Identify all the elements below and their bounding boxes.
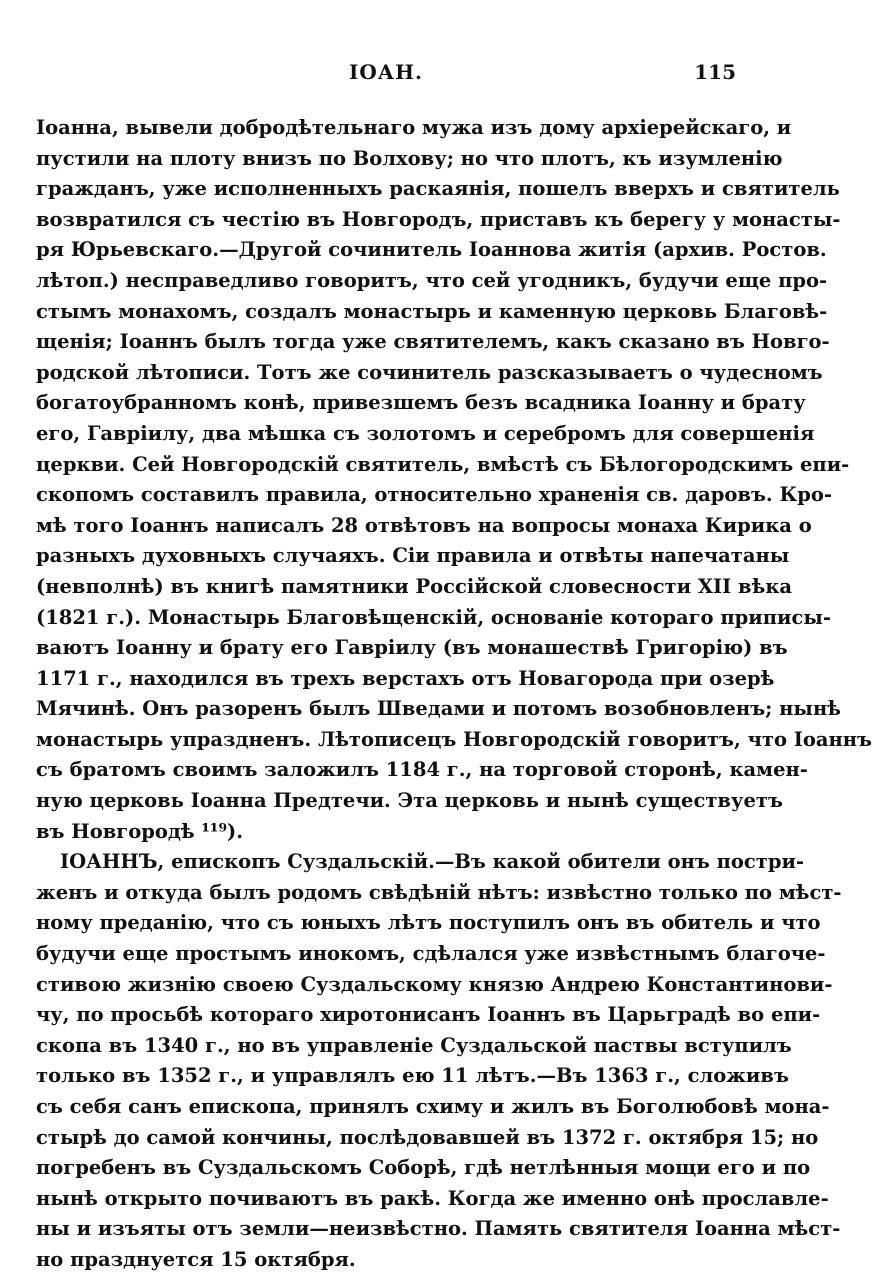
text-line: погребенъ въ Суздальскомъ Соборѣ, гдѣ нетлѣнныя мощи его и по (36, 1156, 811, 1180)
text-line: съ себя санъ епископа, принялъ схиму и жилъ въ Боголюбовѣ мона- (36, 1095, 830, 1118)
text-line: Іоанна, вывели добродѣтельнаго мужа изъ дому архіерейскаго, и (36, 116, 792, 139)
text-line: 1171 г., находился въ трехъ верстахъ отъ Новагорода при озерѣ (36, 666, 775, 690)
text-line: монастырь упраздненъ. Лѣтописецъ Новгородскій говоритъ, что Іоаннъ (36, 727, 872, 751)
paragraph (36, 847, 842, 1275)
text-line: родской лѣтописи. Тотъ же сочинитель разсказываетъ о чудесномъ (36, 360, 823, 384)
text-line: стивою жизнію своею Суздальскому князю Андрею Константинови- (36, 972, 833, 996)
text-line: (невполнѣ) въ книгѣ памятники Россійской словесности XII вѣка (36, 574, 793, 598)
text-line: но празднуется 15 октября. (36, 1247, 356, 1271)
text-line: только въ 1352 г., и управлялъ ею 11 лѣтъ.—Въ 1363 г., сложивъ (36, 1064, 789, 1088)
body-text (36, 113, 872, 1276)
text-line: пустили на плоту внизъ по Волхову; но что плотъ, къ изумленію (36, 146, 783, 170)
text-line: церкви. Сей Новгородскій святитель, вмѣстѣ съ Бѣлогородскимъ епи- (36, 452, 850, 476)
text-line: гражданъ, уже исполненныхъ раскаянія, пошелъ вверхъ и святитель (36, 177, 840, 201)
text-line: мѣ того Іоаннъ написалъ 28 отвѣтовъ на вопросы монаха Кирика о (36, 513, 812, 537)
text-line: возвратился съ честію въ Новгородъ, приставъ къ берегу у монасты- (36, 207, 841, 231)
text-line: скопа въ 1340 г., но въ управленіе Суздальской паствы вступилъ (36, 1033, 792, 1057)
text-line: ря Юрьевскаго.—Другой сочинитель Іоаннова житія (архив. Ростов. (36, 238, 827, 262)
text-line: лѣтоп.) несправедливо говоритъ, что сей угодникъ, будучи еще про- (36, 268, 828, 292)
paragraph (36, 113, 872, 847)
running-head (36, 60, 736, 90)
text-line: ваютъ Іоанну и брату его Гавріилу (въ монашествѣ Григорію) въ (36, 636, 788, 660)
text-line: ному преданію, что съ юныхъ лѣтъ поступилъ онъ въ обитель и что (36, 911, 821, 935)
text-line: ную церковь Іоанна Предтечи. Эта церковь и нынѣ существуетъ (36, 789, 783, 813)
text-line: нынѣ открыто почиваютъ въ ракѣ. Когда же именно онѣ прославле- (36, 1186, 829, 1210)
text-line: чу, по просьбѣ котораго хиротонисанъ Іоаннъ въ Царьградѣ во епи- (36, 1003, 821, 1027)
text-line: стырѣ до самой кончины, послѣдовавшей въ 1372 г. октября 15; но (36, 1125, 819, 1149)
text-line: богатоубранномъ конѣ, привезшемъ безъ всадника Іоанну и брату (36, 391, 806, 415)
text-line: Мячинѣ. Онъ разоренъ былъ Шведами и потомъ возобновленъ; нынѣ (36, 697, 841, 721)
text-line: его, Гавріилу, два мѣшка съ золотомъ и серебромъ для совершенія (36, 421, 815, 445)
text-line: (1821 г.). Монастырь Благовѣщенскій, основаніе котораго приписы- (36, 605, 831, 629)
text-line: будучи еще простымъ инокомъ, сдѣлался уже извѣстнымъ благоче- (36, 942, 826, 966)
text-line: щенія; Іоаннъ былъ тогда уже святителемъ, какъ сказано въ Новго- (36, 330, 830, 354)
text-line: скопомъ составилъ правила, относительно храненія св. даровъ. Кро- (36, 483, 832, 507)
text-line: въ Новгородѣ ¹¹⁹). (36, 819, 244, 843)
text-line: стымъ монахомъ, создалъ монастырь и каменную церковь Благовѣ- (36, 299, 828, 323)
page-number: 115 (694, 60, 736, 84)
running-title: ІОАН. (349, 60, 423, 84)
text-line: съ братомъ своимъ заложилъ 1184 г., на торговой сторонѣ, камен- (36, 758, 808, 782)
text-line: женъ и откуда былъ родомъ свѣдѣній нѣтъ: извѣстно только по мѣст- (36, 880, 842, 904)
text-line: разныхъ духовныхъ случаяхъ. Сіи правила и отвѣты напечатаны (36, 544, 790, 568)
text-line: ІОАННЪ, епископъ Суздальскій.—Въ какой обители онъ постри- (60, 850, 805, 874)
text-line: ны и изъяты отъ земли—неизвѣстно. Память святителя Іоанна мѣст- (36, 1217, 841, 1241)
